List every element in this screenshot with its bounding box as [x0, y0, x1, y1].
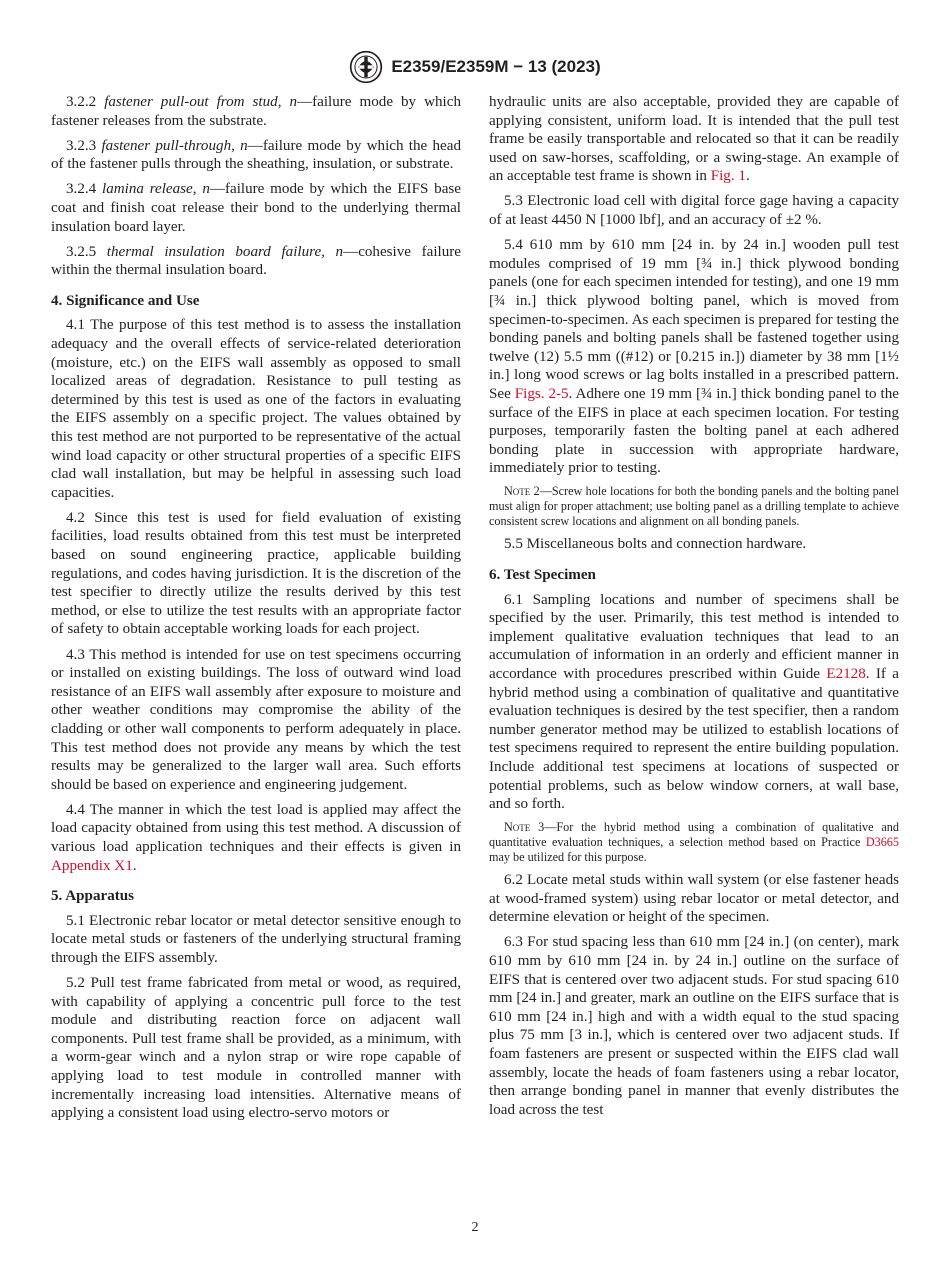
- term: thermal insulation board failure, n: [106, 243, 344, 260]
- figs-2-5-link[interactable]: Figs. 2-5: [514, 385, 569, 402]
- paragraph-4-2: 4.2 Since this test is used for field evaluation of existing facilities, load results obtained from this test must be interpreted based on sound engineering practice, applicable building regulations, and codes having jurisdiction. It is the discretion of the test specifier to directly utilize the results derived by this test method, or else to utilize the test results with an appropriate factor of safety to obtain acceptable working loads for each project.: [51, 509, 461, 638]
- paragraph-3-2-5: [51, 243, 461, 280]
- d3665-link[interactable]: D3665: [865, 835, 899, 850]
- paragraph-3-2-4: [51, 180, 461, 236]
- paragraph-5-3: 5.3 Electronic load cell with digital force gage having a capacity of at least 4450 N [1000 lbf], and an accuracy of ±2 %.: [489, 193, 899, 229]
- paragraph-3-2-2: [51, 93, 461, 130]
- paragraph-5-4: 5.4 610 mm by 610 mm [24 in. by 24 in.] wooden pull test modules comprised of 19 mm [¾ in.] thick plywood bonding panels (one for each specimen intended for testing), and one 19 mm [¾ in.] thick plywood bolting panel, which is moved from specimen-to-specimen. As each specimen is prepared for testing the bonding panels and bolting panels shall be fastened together using twelve (12) 5.5 mm ((#12) or [0.215 in.]) diameter by 38 mm [1½ in.] long wood screws or lag bolts installed in a prescribed pattern. See Figs. 2-5. Adhere one 19 mm [¾ in.] thick bonding panel to the surface of the EIFS in place at each specimen location. For testing purposes, temporarily fasten the bolting panel at each adhered bonding plate in succession with appropriate hardware, immediately prior to testing.: [489, 237, 899, 477]
- page-header: [0, 50, 950, 84]
- standard-designation: E2359/E2359M − 13 (2023): [391, 57, 601, 76]
- appendix-x1-link[interactable]: Appendix X1: [51, 857, 133, 874]
- paragraph-5-2-continued: hydraulic units are also acceptable, provided they are capable of applying consistent, uniform load. It is intended that the pull test frame be easily transportable and relocated so that it can be readily used on saw-horses, scaffolding, or a swing-stage. An example of an acceptable test frame is shown in Fig. 1.: [489, 94, 899, 185]
- fig-1-link[interactable]: Fig. 1: [710, 168, 746, 185]
- para-number: 3.2.2: [66, 94, 97, 110]
- e2128-link[interactable]: E2128: [826, 665, 866, 682]
- paragraph-5-1: 5.1 Electronic rebar locator or metal detector sensitive enough to locate metal studs or fasteners of the underlying structural framing through the EIFS assembly.: [51, 912, 461, 966]
- note-2: Note 2—Screw hole locations for both the bonding panels and the bolting panel must align for proper attachment; use bolting panel as a drilling template to achieve consistent screw locations and alignment on all bonding panels.: [489, 484, 899, 529]
- paragraph-4-1: 4.1 The purpose of this test method is to assess the installation adequacy and the overall effects of service-related deterioration (moisture, etc.) on the EIFS wall assembly as opposed to small localized areas of degradation. Resistance to pull testing as determined by this test is used as one of the factors in evaluating the EIFS assembly on a specific project. The values obtained by this test method are not purported to be representative of the actual wind load capacity or other structural properties of a specific EIFS clad wall installation, but may be helpful in assessing such load capacities.: [51, 317, 461, 501]
- definition: —failure mode by which the head of the fastener pulls through the sheathing, insulation, or substrate.: [51, 137, 462, 173]
- paragraph-5-2: 5.2 Pull test frame fabricated from metal or wood, as required, with capability of applying a concentric pull force to the test module and distributing reaction force on adjacent wall components. Pull test frame shall be provided, as a minimum, with a worm-gear winch and a nylon strap or wire rope capable of applying load to test module in controlled manner with incrementally increasing load intensities. Alternative means of applying a consistent load using electro-servo motors or: [51, 975, 461, 1122]
- left-column: [51, 93, 461, 1129]
- term: fastener pull-through, n: [101, 137, 248, 154]
- astm-logo-icon: [349, 50, 383, 84]
- paragraph-4-3: 4.3 This method is intended for use on test specimens occurring or installed on existing buildings. The loss of outward wind load resistance of an EIFS wall assembly after exposure to moisture and other weather conditions may compromise the ability of the cladding or other wall components to perform adequately in place. This test method does not provide any means by which the test results may be generalized to the larger wall area. Such efforts should be based on experience and engineering judgement.: [51, 646, 461, 793]
- section-heading-6: 6. Test Specimen: [489, 566, 596, 583]
- note-3: Note 3—For the hybrid method using a combination of qualitative and quantitative evaluation techniques, a selection method based on Practice D3665 may be utilized for this purpose.: [489, 820, 899, 865]
- section-heading-5: 5. Apparatus: [51, 888, 135, 905]
- right-column: [489, 93, 899, 1126]
- para-number: 3.2.3: [66, 137, 97, 154]
- page-number: 2: [471, 1220, 479, 1235]
- para-number: 3.2.5: [66, 243, 97, 260]
- paragraph-6-1: 6.1 Sampling locations and number of specimens shall be specified by the user. Primarily, this test method is intended to implement qualitative evaluation techniques that lead to an accumulation of information in an orderly and efficient manner in accordance with procedures prescribed within Guide E2128. If a hybrid method using a combination of qualitative and quantitative evaluation techniques is desired by the test specifier, then a random number generator method may be utilized to establish locations of test specimens required to represent the entire building population. Include additional test specimens at locations of suspected or potential problems, such as below window corners, at wall base, and so forth.: [489, 591, 899, 813]
- term: lamina release, n: [102, 181, 210, 198]
- definition: —failure mode by which fastener releases from the substrate.: [51, 94, 461, 129]
- paragraph-3-2-3: [51, 137, 461, 174]
- paragraph-6-2: 6.2 Locate metal studs within wall system (or else fastener heads at wood-framed system) using rebar locator or metal detector, and determine elevation or height of the specimen.: [489, 872, 899, 926]
- paragraph-4-4: 4.4 The manner in which the test load is applied may affect the load capacity obtained from using this test method. A discussion of various load application techniques and their effects is given in Appendix X1.: [51, 801, 461, 874]
- definition: —failure mode by which the EIFS base coat and finish coat release their bond to the underlying thermal insulation board layer.: [51, 181, 461, 235]
- definition: —cohesive failure within the thermal insulation board.: [51, 243, 461, 279]
- para-number: 3.2.4: [66, 181, 97, 198]
- paragraph-5-5: 5.5 Miscellaneous bolts and connection hardware.: [504, 536, 807, 553]
- term: fastener pull-out from stud, n: [104, 94, 298, 110]
- section-heading-4: 4. Significance and Use: [51, 292, 200, 309]
- paragraph-6-3: 6.3 For stud spacing less than 610 mm [24 in.] (on center), mark 610 mm by 610 mm [24 in. by 24 in.] outline on the surface of EIFS that is centered over two adjacent studs. For stud spacing 610 mm [24 in.] and greater, mark an outline on the EIFS surface that is 610 mm [24 in.] high and with a width equal to the stud spacing plus 75 mm [3 in.], which is centered over two adjacent studs. If foam fasteners are present or suspected within the EIFS clad wall assembly, locate the heads of foam fasteners using a rebar locator, then arrange bonding panel in manner that evenly distributes the load across the test: [489, 934, 899, 1118]
